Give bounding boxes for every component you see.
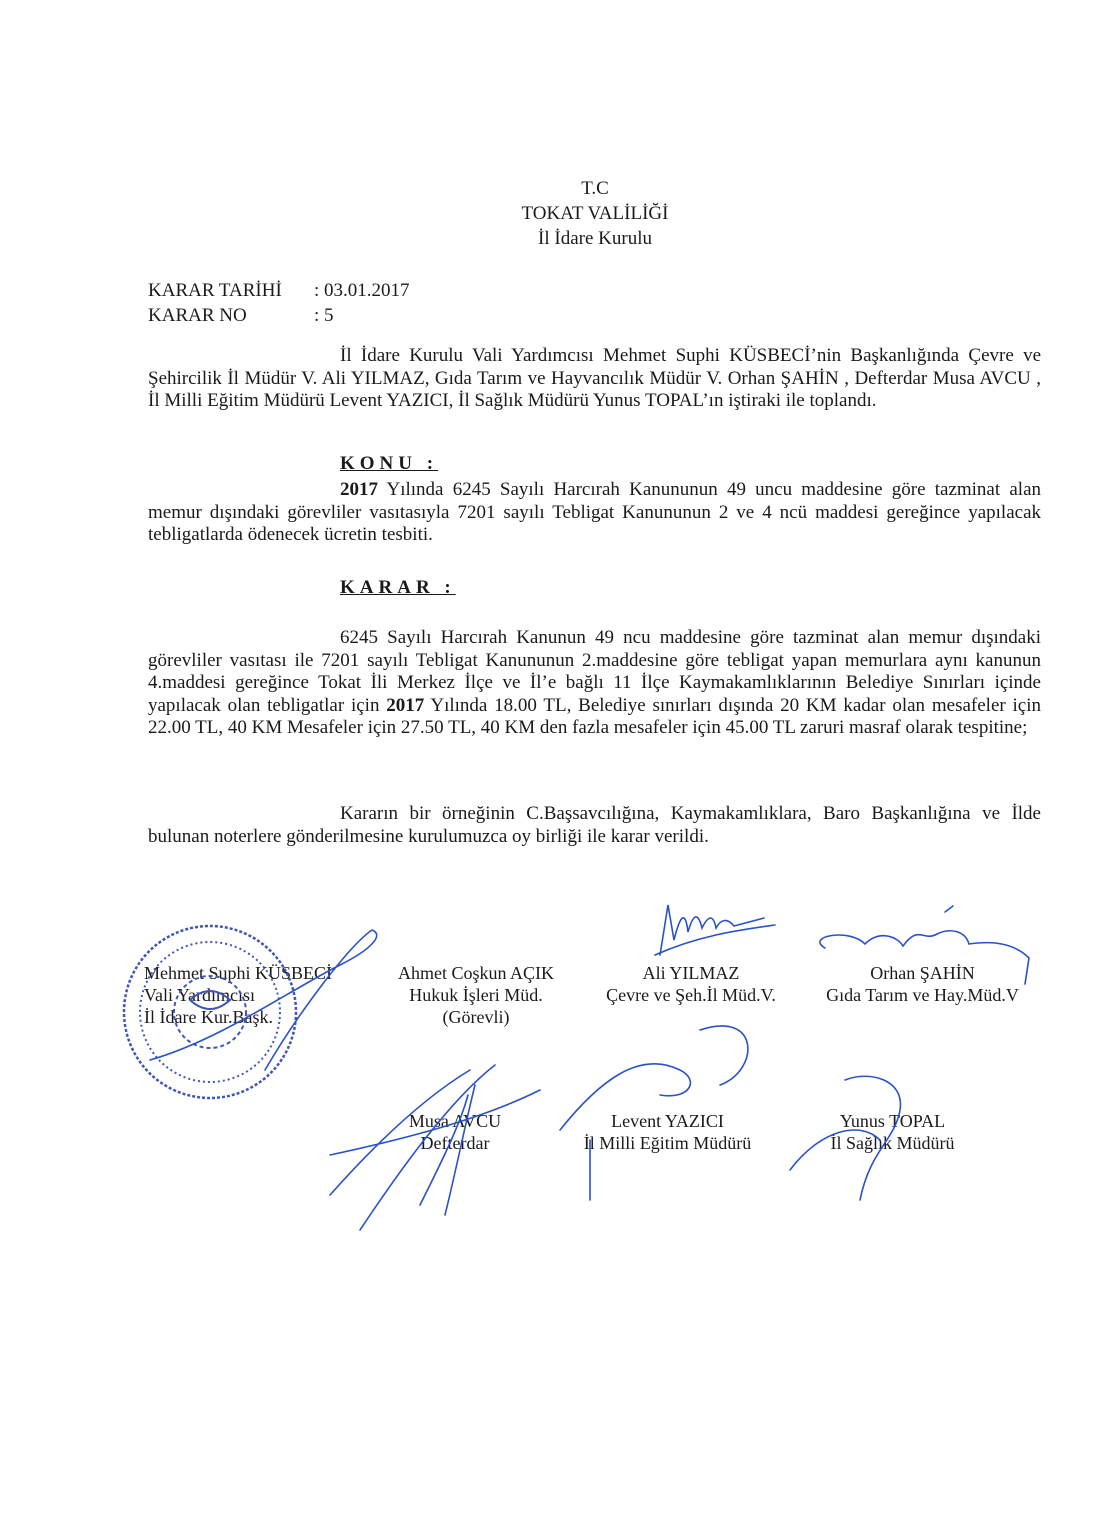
signatory-name: Orhan ŞAHİN [870,963,975,983]
signatory-title: İl Milli Eğitim Müdürü [583,1133,752,1153]
intro-paragraph [148,345,1041,413]
signatory-name: Mehmet Suphi KÜSBECİ [144,963,333,983]
header-board: İl İdare Kurulu [538,228,652,249]
header-governorship: TOKAT VALİLİĞİ [521,203,669,224]
signatory-title: Çevre ve Şeh.İl Müd.V. [606,985,776,1005]
signatory-acik [372,962,580,1028]
signatory-title: Vali Yardımcısı [144,985,256,1005]
karar-text [148,627,1041,740]
karar-year: 2017 [386,694,425,716]
signatory-title-2: (Görevli) [442,1007,510,1027]
signatory-name: Musa AVCU [408,1111,502,1131]
karar-text-after: Yılında 18.00 TL, Belediye sınırları dışında 20 KM kadar olan mesafeler için 22.00 TL, 40 KM Mesafeler için 27.50 TL, 40 KM den fazla mesafeler için 45.00 TL zaruri masraf olarak tespitine; [148,694,1042,738]
karar-text-before: 6245 Sayılı Harcırah Kanunun 49 ncu maddesine göre tazminat alan memur dışındaki görevliler vasıtası ile 7201 sayılı Tebligat Kanununun 2.maddesine göre tebligat yapan memurlara aynı kanunun 4.maddesi gereğince Tokat İli Merkez İlçe ve İl’e bağlı 11 İlçe Kaymakamlıklarının Belediye Sınırları içinde yapılacak olan tebligatlar için [148,627,1041,716]
decision-date-value: : 03.01.2017 [314,280,410,301]
konu-text [148,479,1041,547]
decision-no-row [148,303,410,328]
signatory-title: Gıda Tarım ve Hay.Müd.V [826,985,1019,1005]
decision-no-value: : 5 [314,305,334,326]
signatory-name: Levent YAZICI [611,1111,724,1131]
signatory-title: İl Sağlık Müdürü [830,1133,955,1153]
closing-text: Kararın bir örneğinin C.Başsavcılığına, Kaymakamlıklara, Baro Başkanlığına ve İlde bulunan noterlere gönderilmesine kurulumuzca oy birliği ile karar verildi. [148,803,1041,847]
decision-no-label: KARAR NO [148,305,247,326]
document-header [420,176,770,251]
decision-meta [148,278,410,328]
signatory-avcu [370,1110,540,1154]
closing-paragraph [148,803,1041,848]
signatory-title: Defterdar [420,1133,490,1153]
signatory-name: Ahmet Coşkun AÇIK [397,963,554,983]
header-tc: T.C [581,178,609,199]
signatory-title-2: İl İdare Kur.Başk. [144,1007,273,1027]
signatory-yazici [560,1110,775,1154]
intro-text: İl İdare Kurulu Vali Yardımcısı Mehmet Suphi KÜSBECİ’nin Başkanlığında Çevre ve Şehircilik İl Müdür V. Ali YILMAZ, Gıda Tarım ve Hayvancılık Müdür V. Orhan ŞAHİN , Defterdar Musa AVCU , İl Milli Eğitim Müdürü Levent YAZICI, İl Sağlık Müdürü Yunus TOPAL’ın iştiraki ile toplandı. [148,345,1041,411]
signatory-title: Hukuk İşleri Müd. [409,985,543,1005]
konu-body-text: Yılında 6245 Sayılı Harcırah Kanununun 49 uncu maddesine göre tazminat alan memur dışındaki görevliler vasıtasıyla 7201 sayılı Tebligat Kanununun 2 ve 4 ncü maddesi gereğince yapılacak tebligatlarda ödenecek ücretin tesbiti. [148,479,1041,545]
signatory-name: Ali YILMAZ [642,963,740,983]
konu-paragraph [148,479,1041,547]
signatory-sahin [800,962,1045,1006]
konu-year: 2017 [340,479,378,500]
signatory-kusbeci [144,962,332,1028]
konu-heading: KONU : [340,453,439,474]
handwritten-signatures [150,905,1029,1230]
signatory-topal [805,1110,980,1154]
signatory-yilmaz [582,962,800,1006]
karar-heading: KARAR : [340,577,456,598]
signatory-name: Yunus TOPAL [839,1111,946,1131]
karar-paragraph [148,627,1041,740]
decision-date-row [148,278,410,303]
decision-date-label: KARAR TARİHİ [148,280,282,301]
